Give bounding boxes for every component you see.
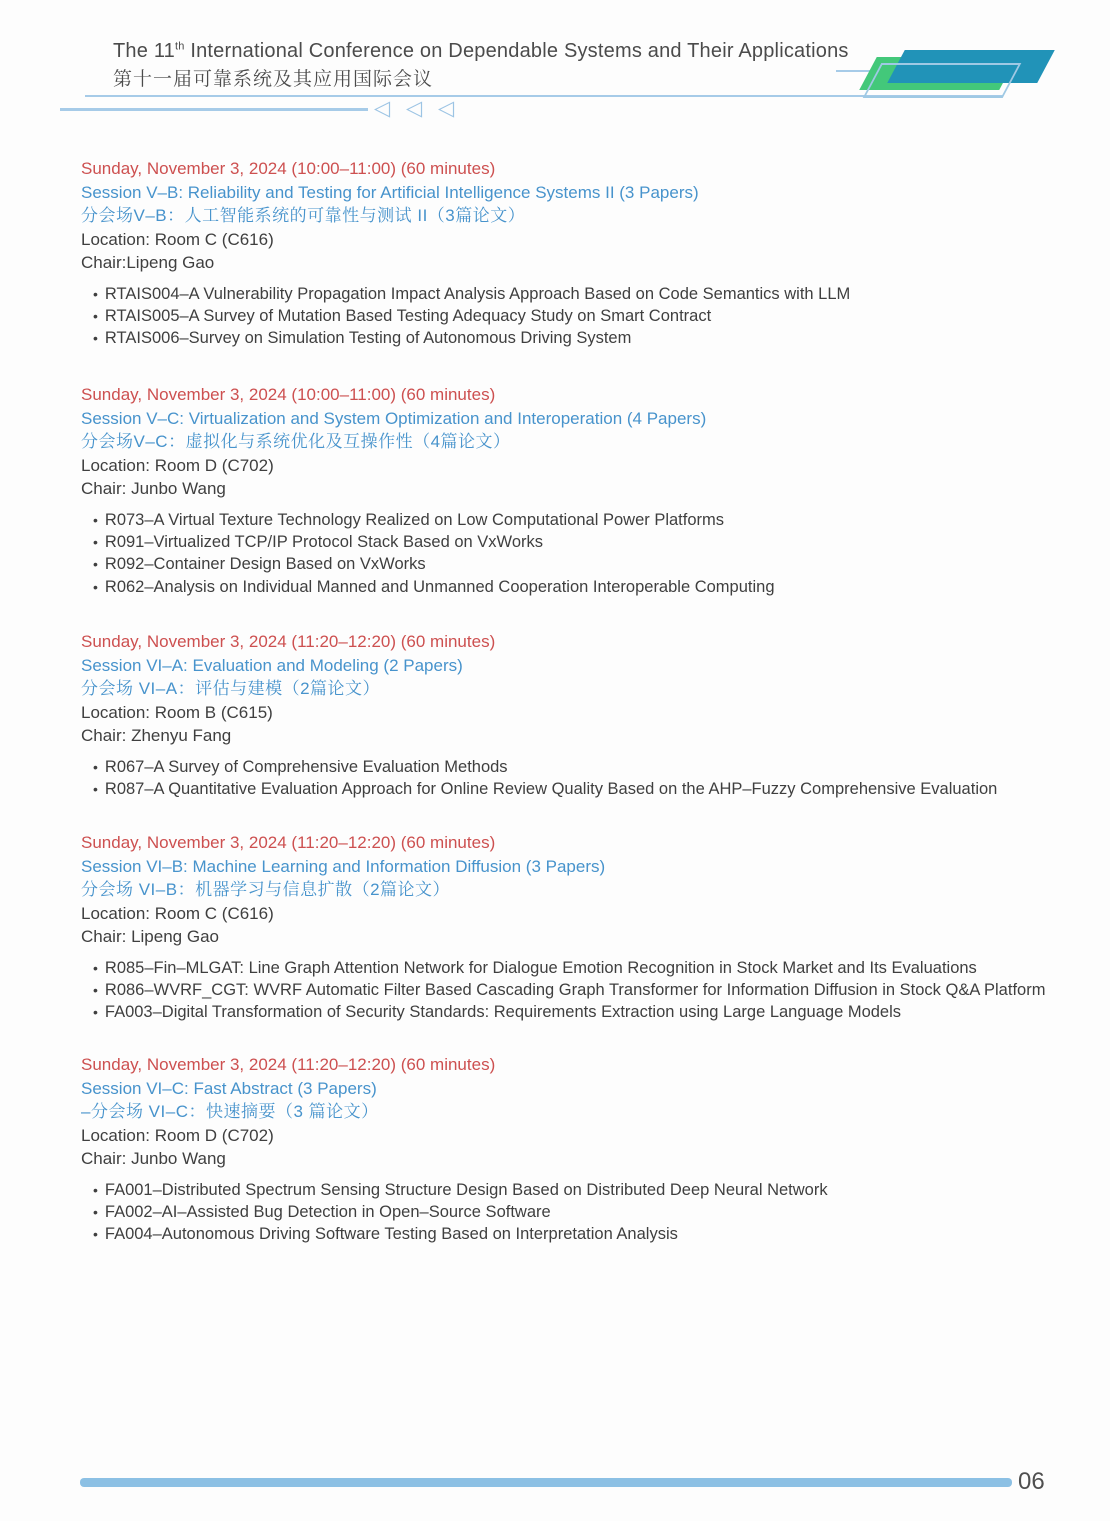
paper-item: • RTAIS006–Survey on Simulation Testing of Autonomous Driving System	[93, 327, 1071, 349]
session-date: Sunday, November 3, 2024 (11:20–12:20) (60 minutes)	[81, 632, 496, 651]
paper-list	[93, 957, 1071, 1024]
session-date: Sunday, November 3, 2024 (11:20–12:20) (60 minutes)	[81, 1055, 496, 1074]
conference-title-ordinal: th	[174, 40, 185, 53]
paper-item: • R085–Fin–MLGAT: Line Graph Attention Network for Dialogue Emotion Recognition in Stock Market and Its Evaluations	[93, 957, 1071, 979]
session-location: Location: Room B (C615)	[81, 702, 273, 722]
session-date: Sunday, November 3, 2024 (11:20–12:20) (60 minutes)	[81, 833, 496, 852]
page-number: 06	[1018, 1468, 1045, 1495]
conference-title-en	[113, 40, 849, 63]
paper-item: • FA003–Digital Transformation of Security Standards: Requirements Extraction using Large Language Models	[93, 1001, 1071, 1023]
session-location: Location: Room C (C616)	[81, 903, 274, 923]
session-chair: Chair: Zhenyu Fang	[81, 726, 232, 745]
session-title-en: Session VI–B: Machine Learning and Information Diffusion (3 Papers)	[81, 856, 606, 876]
session-title-zh: –分会场 VI–C：快速摘要（3 篇论文）	[81, 1102, 379, 1121]
paper-item: • R092–Container Design Based on VxWorks	[93, 553, 1071, 575]
session-block	[81, 630, 1071, 800]
session-title-zh: 分会场V–C：虚拟化与系统优化及互操作性（4篇论文）	[81, 432, 511, 451]
session-chair: Chair: Junbo Wang	[81, 1149, 226, 1168]
paper-item: • RTAIS004–A Vulnerability Propagation Impact Analysis Approach Based on Code Semantics with LLM	[93, 283, 1071, 305]
paper-item: • R087–A Quantitative Evaluation Approach for Online Review Quality Based on the AHP–Fuzzy Comprehensive Evaluation	[93, 778, 1071, 800]
paper-item: • FA001–Distributed Spectrum Sensing Structure Design Based on Distributed Deep Neural Network	[93, 1179, 1071, 1201]
conference-title-prefix: The 11	[113, 40, 175, 62]
conference-title-rest: International Conference on Dependable Systems and Their Applications	[184, 40, 849, 62]
session-date: Sunday, November 3, 2024 (10:00–11:00) (60 minutes)	[81, 385, 496, 404]
paper-list	[93, 283, 1071, 350]
session-chair: Chair: Lipeng Gao	[81, 927, 219, 946]
session-block	[81, 383, 1071, 598]
session-title-en: Session VI–A: Evaluation and Modeling (2 Papers)	[81, 655, 463, 675]
header-accent-line	[60, 108, 368, 111]
session-location: Location: Room D (C702)	[81, 455, 274, 475]
conference-title-zh: 第十一届可靠系统及其应用国际会议	[113, 69, 434, 90]
triple-arrow-icon: ◁ ◁ ◁	[374, 97, 460, 120]
session-chair: Chair: Junbo Wang	[81, 479, 226, 498]
session-block	[81, 157, 1071, 350]
paper-item: • FA002–AI–Assisted Bug Detection in Open–Source Software	[93, 1201, 1071, 1223]
conference-logo	[830, 42, 1070, 104]
paper-item: • R086–WVRF_CGT: WVRF Automatic Filter Based Cascading Graph Transformer for Information Diffusion in Stock Q&A Platform	[93, 979, 1071, 1001]
footer-bar	[80, 1478, 1012, 1487]
paper-item: • R067–A Survey of Comprehensive Evaluation Methods	[93, 756, 1071, 778]
logo-outline-parallelogram-icon	[863, 63, 1022, 98]
session-location: Location: Room D (C702)	[81, 1125, 274, 1145]
session-title-en: Session VI–C: Fast Abstract (3 Papers)	[81, 1078, 377, 1098]
session-chair: Chair:Lipeng Gao	[81, 253, 215, 272]
session-date: Sunday, November 3, 2024 (10:00–11:00) (60 minutes)	[81, 159, 496, 178]
session-title-zh: 分会场V–B：人工智能系统的可靠性与测试 II（3篇论文）	[81, 206, 526, 225]
session-block	[81, 1053, 1071, 1246]
session-title-en: Session V–B: Reliability and Testing for Artificial Intelligence Systems II (3 Papers)	[81, 182, 699, 202]
paper-list	[93, 1179, 1071, 1246]
paper-item: • FA004–Autonomous Driving Software Testing Based on Interpretation Analysis	[93, 1223, 1071, 1245]
session-location: Location: Room C (C616)	[81, 229, 274, 249]
paper-item: • R091–Virtualized TCP/IP Protocol Stack Based on VxWorks	[93, 531, 1071, 553]
paper-item: • R073–A Virtual Texture Technology Realized on Low Computational Power Platforms	[93, 509, 1071, 531]
paper-item: • RTAIS005–A Survey of Mutation Based Testing Adequacy Study on Smart Contract	[93, 305, 1071, 327]
paper-list	[93, 509, 1071, 599]
paper-list	[93, 756, 1071, 801]
session-title-en: Session V–C: Virtualization and System Optimization and Interoperation (4 Papers)	[81, 408, 707, 428]
session-block	[81, 831, 1071, 1024]
session-title-zh: 分会场 VI–A：评估与建模（2篇论文）	[81, 679, 381, 698]
paper-item: • R062–Analysis on Individual Manned and Unmanned Cooperation Interoperable Computing	[93, 576, 1071, 598]
session-title-zh: 分会场 VI–B：机器学习与信息扩散（2篇论文）	[81, 880, 451, 899]
